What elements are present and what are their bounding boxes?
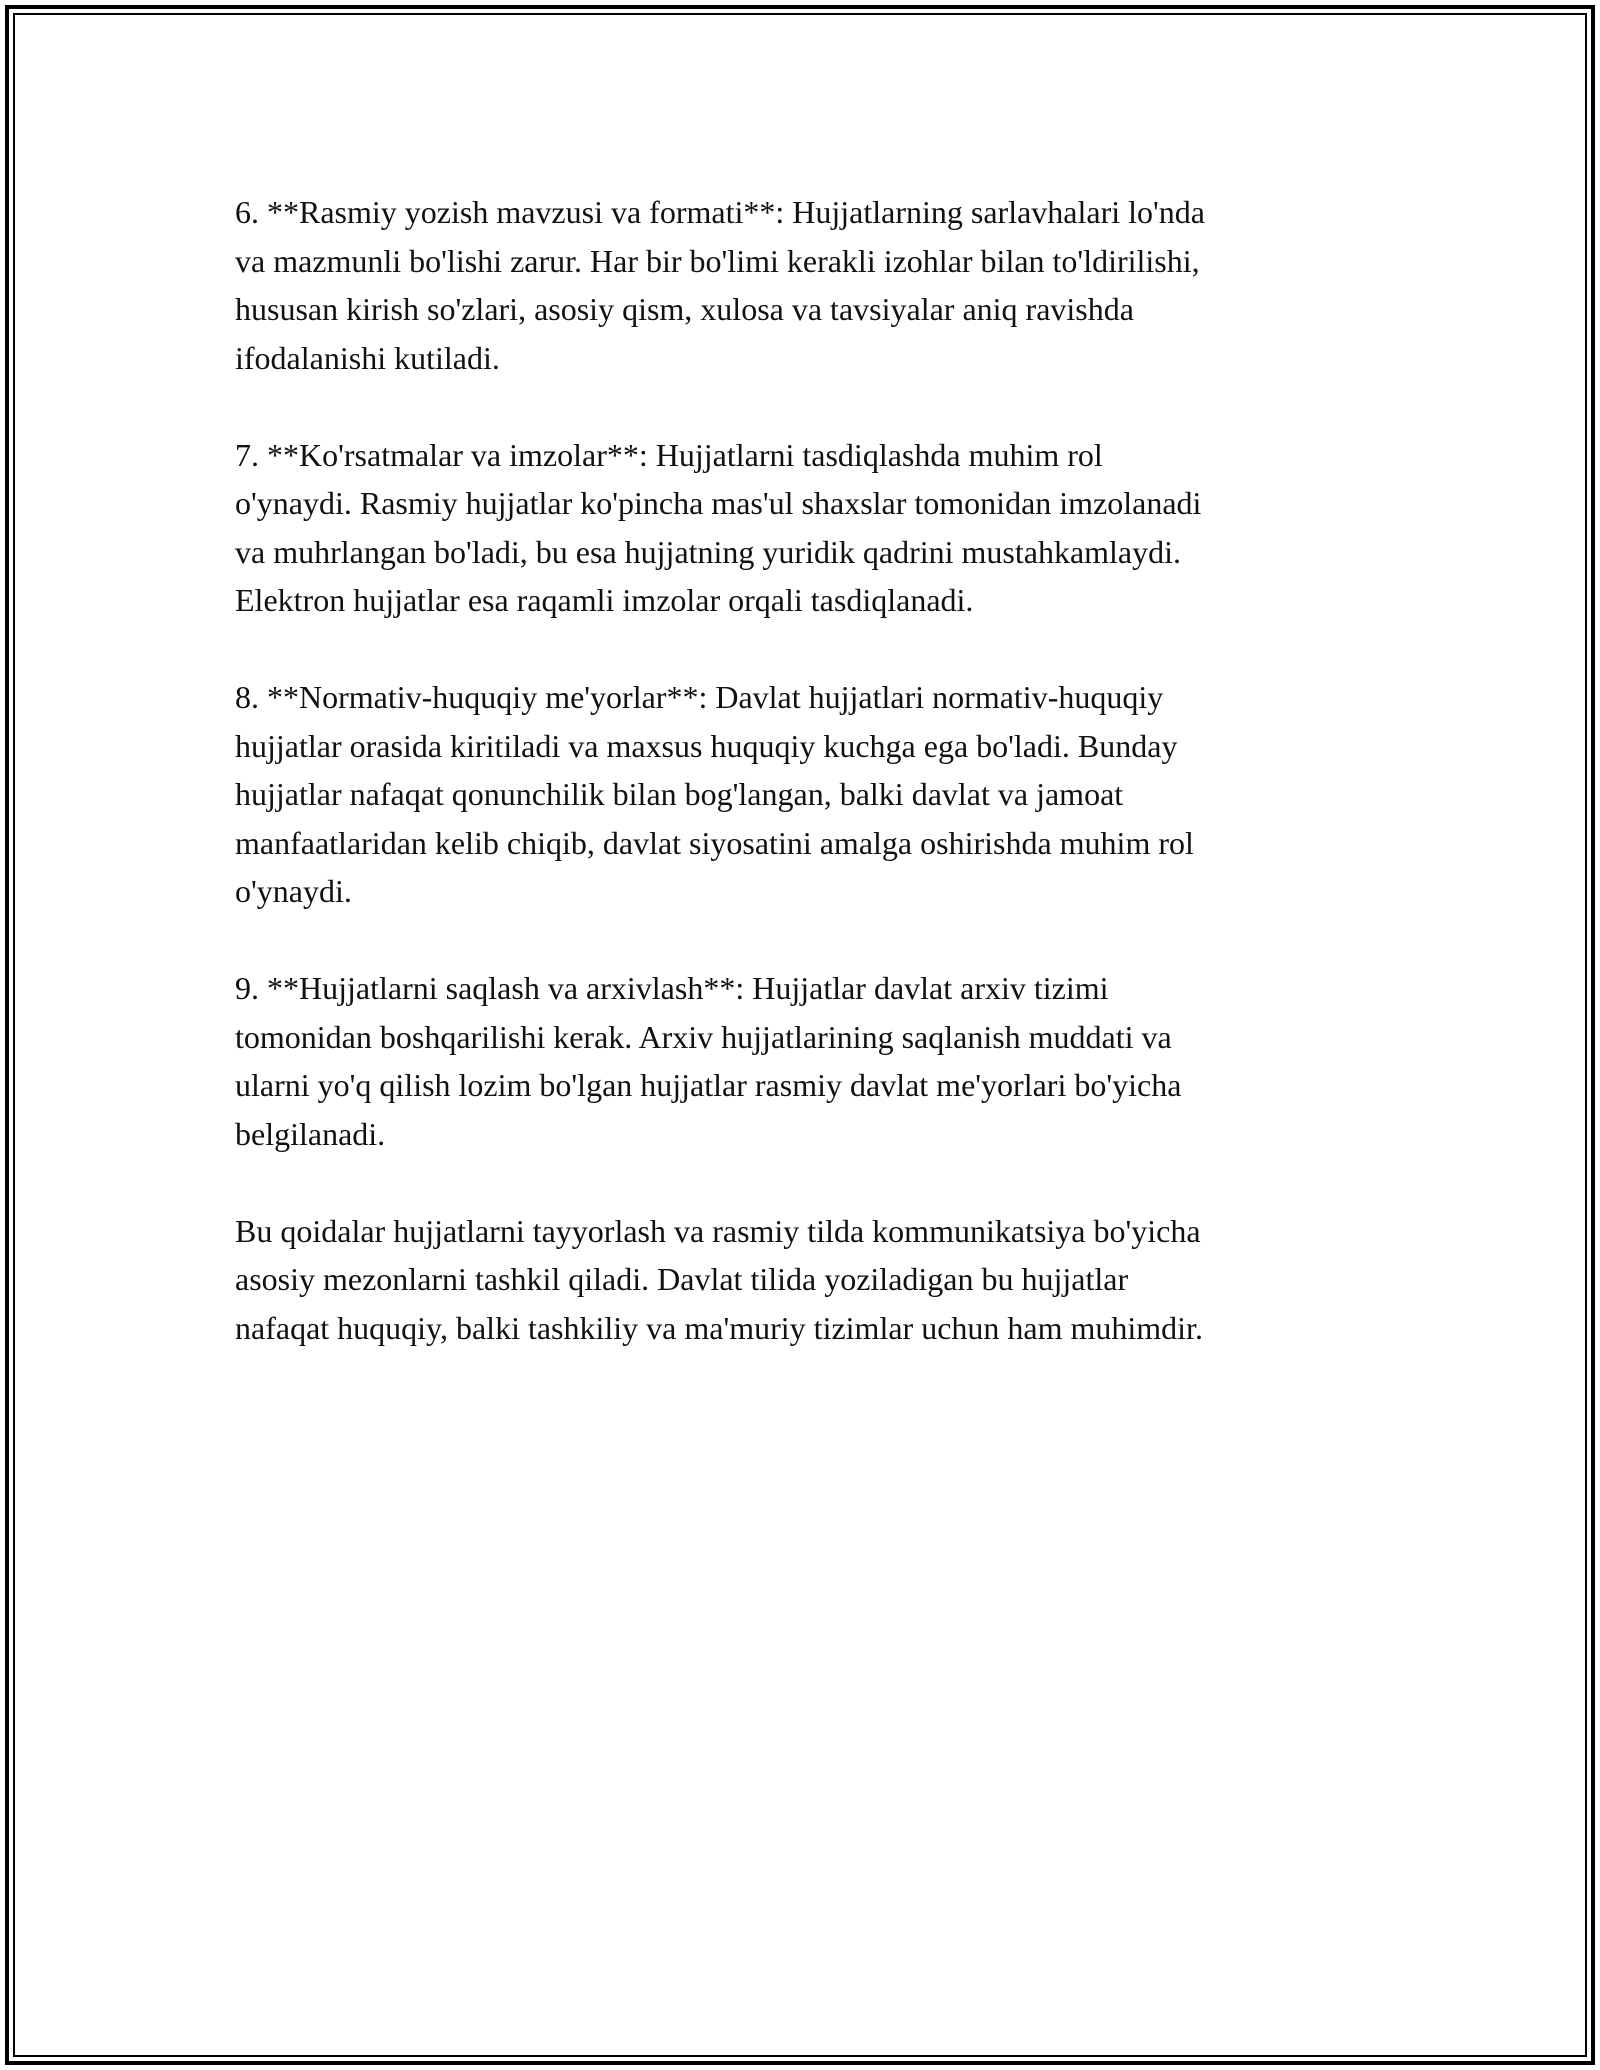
paragraph-8-normative-legal-norms: 8. **Normativ-huquqiy me'yorlar**: Davlat hujjatlari normativ-huquqiy hujjatlar orasida kiritiladi va maxsus huquqiy kuchga ega bo'ladi. Bunday hujjatlar nafaqat qonunchilik bilan bog'langan, balki davlat va jamoat manfaatlaridan kelib chiqib, davlat siyosatini amalga oshirishda muhim rol o'ynaydi. [235, 679, 1194, 909]
document-body [235, 188, 1355, 1401]
paragraph-6-official-writing-format: 6. **Rasmiy yozish mavzusi va formati**: Hujjatlarning sarlavhalari lo'nda va mazmunli bo'lishi zarur. Har bir bo'limi kerakli izohlar bilan to'ldirilishi, hususan kirish so'zlari, asosiy qism, xulosa va tavsiyalar aniq ravishda ifodalanishi kutiladi. [235, 194, 1205, 376]
paragraph-conclusion: Bu qoidalar hujjatlarni tayyorlash va rasmiy tilda kommunikatsiya bo'yicha asosiy mezonlarni tashkil qiladi. Davlat tilida yoziladigan bu hujjatlar nafaqat huquqiy, balki tashkiliy va ma'muriy tizimlar uchun ham muhimdir. [235, 1212, 1203, 1346]
paragraph-7-instructions-signatures: 7. **Ko'rsatmalar va imzolar**: Hujjatlarni tasdiqlashda muhim rol o'ynaydi. Rasmiy hujjatlar ko'pincha mas'ul shaxslar tomonidan imzolanadi va muhrlangan bo'ladi, bu esa hujjatning yuridik qadrini mustahkamlaydi. Elektron hujjatlar esa raqamli imzolar orqali tasdiqlanadi. [235, 436, 1202, 618]
paragraph-9-storage-archiving: 9. **Hujjatlarni saqlash va arxivlash**: Hujjatlar davlat arxiv tizimi tomonidan boshqarilishi kerak. Arxiv hujjatlarining saqlanish muddati va ularni yo'q qilish lozim bo'lgan hujjatlar rasmiy davlat me'yorlari bo'yicha belgilanadi. [235, 970, 1182, 1152]
